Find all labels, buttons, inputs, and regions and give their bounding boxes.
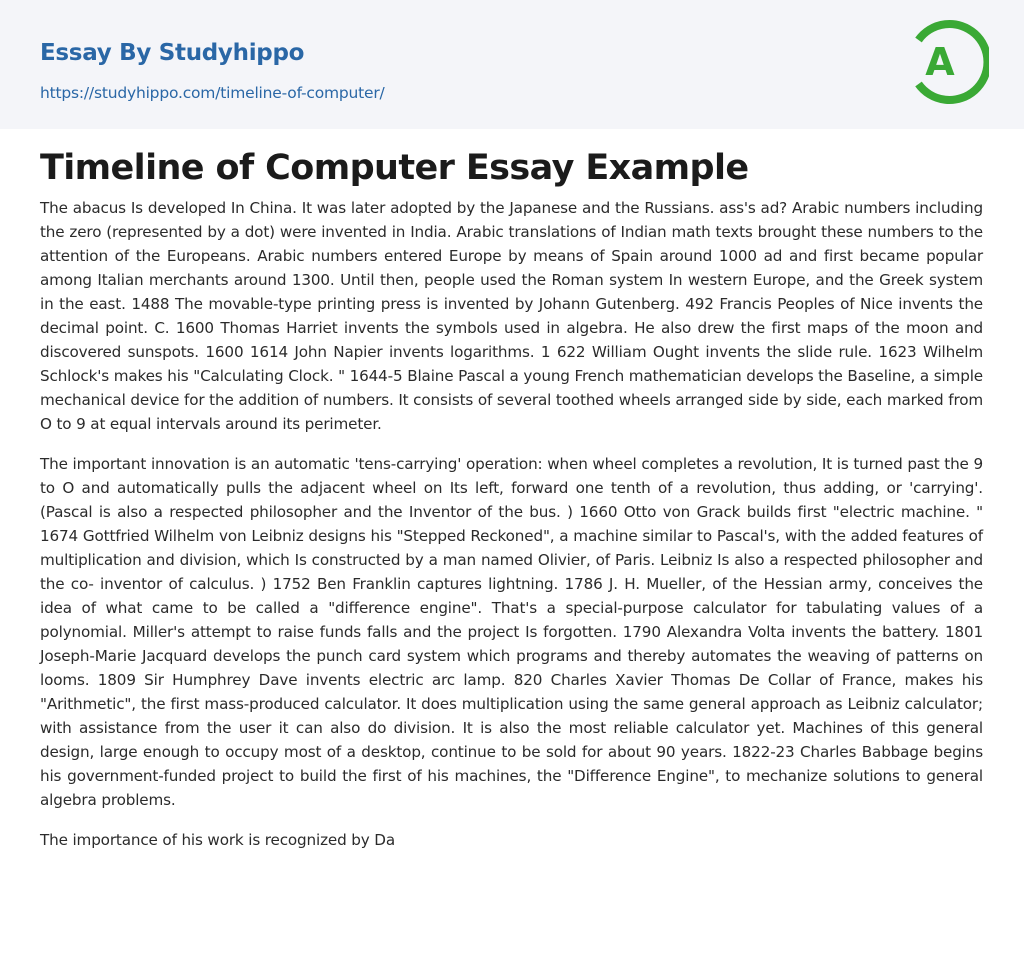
site-header xyxy=(0,0,1024,129)
article xyxy=(40,146,983,852)
article-paragraph-3: The importance of his work is recognized by Da xyxy=(40,831,395,849)
brand-title[interactable]: Essay By Studyhippo xyxy=(40,40,305,66)
studyhippo-logo-icon[interactable] xyxy=(909,18,989,106)
logo-letter: A xyxy=(925,40,955,84)
article-paragraph-1: The abacus Is developed In China. It was later adopted by the Japanese and the Russians. ass's ad? Arabic numbers including the zero (represented by a dot) were invented in India. Arabic translations of Indian math texts brought these numbers to the attention of the Europeans. Arabic numbers entered Europe by means of Spain around 1000 ad and first became popular among Italian merchants around 1300. Until then, people used the Roman system In western Europe, and the Greek system in the east. 1488 The movable-type printing press is invented by Johann Gutenberg. 492 Francis Peoples of Nice invents the decimal point. C. 1600 Thomas Harriet invents the symbols used in algebra. He also drew the first maps of the moon and discovered sunspots. 1600 1614 John Napier invents logarithms. 1 622 William Ought invents the slide rule. 1623 Wilhelm Schlock's makes his "Calculating Clock. " 1644-5 Blaine Pascal a young French mathematician develops the Baseline, a simple mechanical device for the addition of numbers. It consists of several toothed wheels arranged side by side, each marked from O to 9 at equal intervals around its perimeter. xyxy=(40,199,983,433)
article-paragraph-2: The important innovation is an automatic 'tens-carrying' operation: when wheel completes a revolution, It is turned past the 9 to O and automatically pulls the adjacent wheel on Its left, forward one tenth of a revolution, thus adding, or 'carrying'. (Pascal is also a respected philosopher and the Inventor of the bus. ) 1660 Otto von Grack builds first "electric machine. " 1674 Gottfried Wilhelm von Leibniz designs his "Stepped Reckoned", a machine similar to Pascal's, with the added features of multiplication and division, which Is constructed by a man named Olivier, of Paris. Leibniz Is also a respected philosopher and the co- inventor of calculus. ) 1752 Ben Franklin captures lightning. 1786 J. H. Mueller, of the Hessian army, conceives the idea of what came to be called a "difference engine". That's a special-purpose calculator for tabulating values of a polynomial. Miller's attempt to raise funds falls and the project Is forgotten. 1790 Alexandra Volta invents the battery. 1801 Joseph-Marie Jacquard develops the punch card system which programs and thereby automates the weaving of patterns on looms. 1809 Sir Humphrey Dave invents electric arc lamp. 820 Charles Xavier Thomas De Collar of France, makes his "Arithmetic", the first mass-produced calculator. It does multiplication using the same general approach as Leibniz calculator; with assistance from the user it can also do division. It is also the most reliable calculator yet. Machines of this general design, large enough to occupy most of a desktop, continue to be sold for about 90 years. 1822-23 Charles Babbage begins his government-funded project to build the first of his machines, the "Difference Engine", to mechanize solutions to general algebra problems. xyxy=(40,455,983,809)
source-url-link[interactable]: https://studyhippo.com/timeline-of-computer/ xyxy=(40,84,385,102)
page-title: Timeline of Computer Essay Example xyxy=(40,148,749,188)
